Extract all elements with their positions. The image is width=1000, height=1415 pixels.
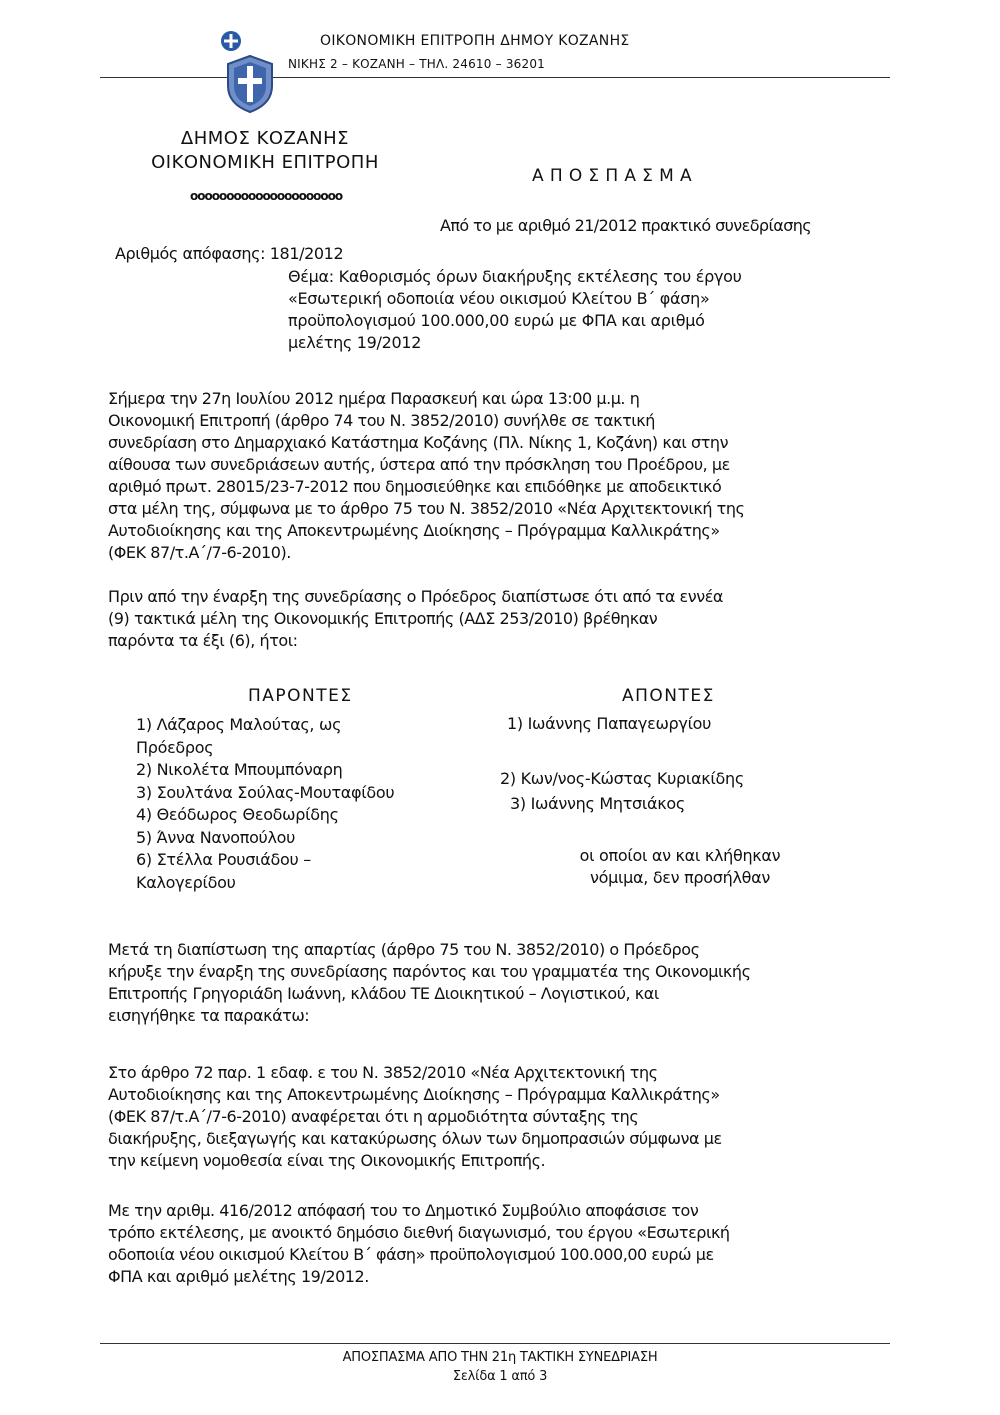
paragraph-line: Οικονομική Επιτροπή (άρθρο 74 του Ν. 3852/2010) συνήλθε σε τακτική [108,411,655,430]
municipality-name: ΔΗΜΟΣ ΚΟΖΑΝΗΣ [180,128,350,149]
quorum-paragraph [108,586,908,652]
minutes-reference: Από το με αριθμό 21/2012 πρακτικό συνεδρίασης [440,216,812,235]
paragraph-line: παρόντα τα έξι (6), ήτοι: [108,631,298,650]
present-heading: ΠΑΡΟΝΤΕΣ [248,686,353,706]
subject-block [288,266,903,354]
absent-member: 3) Ιωάννης Μητσιάκος [510,794,685,813]
committee-name: ΟΙΚΟΝΟΜΙΚΗ ΕΠΙΤΡΟΠΗ [151,152,379,173]
absent-heading: ΑΠΟΝΤΕΣ [622,686,715,706]
paragraph-line: συνεδρίαση στο Δημαρχιακό Κατάστημα Κοζάνης (Πλ. Νίκης 1, Κοζάνη) και στην [108,433,729,452]
paragraph-line: αίθουσα των συνεδριάσεων αυτής, ύστερα από την πρόσκληση του Προέδρου, με [108,455,730,474]
present-member: 1) Λάζαρος Μαλούτας, ως [136,715,342,734]
paragraph-line: οδοποιία νέου οικισμού Κλείτου Β΄ φάση» προϋπολογισμού 100.000,00 ευρώ με [108,1245,714,1264]
paragraph-line: τρόπο εκτέλεσης, με ανοικτό δημόσιο διεθνή διαγωνισμό, του έργου «Εσωτερική [108,1223,730,1242]
paragraph-line: Σήμερα την 27η Ιουλίου 2012 ημέρα Παρασκευή και ώρα 13:00 μ.μ. η [108,389,640,408]
opening-paragraph [108,939,908,1027]
present-member: 4) Θεόδωρος Θεοδωρίδης [136,805,339,824]
present-member: 3) Σουλτάνα Σούλας-Μουταφίδου [136,782,395,802]
document-title: Α Π Ο Σ Π Α Σ Μ Α [532,166,693,186]
paragraph-line: (9) τακτικά μέλη της Οικονομικής Επιτροπής (ΑΔΣ 253/2010) βρέθηκαν [108,609,658,628]
council-decision-paragraph [108,1200,908,1288]
header-divider [100,77,890,78]
subject-line: «Εσωτερική οδοποιία νέου οικισμού Κλείτου Β΄ φάση» [288,289,710,308]
footer-title: ΑΠΟΣΠΑΣΜΑ ΑΠΟ ΤΗΝ 21η ΤΑΚΤΙΚΗ ΣΥΝΕΔΡΙΑΣΗ [342,1350,658,1365]
paragraph-line: ΦΠΑ και αριθμό μελέτης 19/2012. [108,1267,369,1286]
present-member: 2) Νικολέτα Μπουμπόναρη [136,760,343,779]
paragraph-line: Επιτροπής Γρηγοριάδη Ιωάννη, κλάδου ΤΕ Διοικητικού – Λογιστικού, και [108,984,659,1003]
legal-basis-paragraph [108,1062,908,1172]
paragraph-line: αριθμό πρωτ. 28015/23-7-2012 που δημοσιεύθηκε και επιδόθηκε με αποδεικτικό [108,477,722,496]
absent-member: 1) Ιωάννης Παπαγεωργίου [507,714,712,733]
subject-line: μελέτης 19/2012 [288,333,422,352]
paragraph-line: (ΦΕΚ 87/τ.Α΄/7-6-2010). [108,543,291,562]
paragraph-line: κήρυξε την έναρξη της συνεδρίασης παρόντος και του γραμματέα της Οικονομικής [108,962,751,981]
subject-line: προϋπολογισμού 100.000,00 ευρώ με ΦΠΑ και αριθμό [288,311,705,330]
paragraph-line: εισηγήθηκε τα παρακάτω: [108,1006,310,1025]
present-member: Καλογερίδου [136,872,236,892]
paragraph-line: Μετά τη διαπίστωση της απαρτίας (άρθρο 75 του Ν. 3852/2010) ο Πρόεδρος [108,940,700,959]
municipality-block [110,127,420,175]
subject-line: Θέμα: Καθορισμός όρων διακήρυξης εκτέλεσης του έργου [288,267,742,286]
header-address: ΝΙΚΗΣ 2 – ΚΟΖΑΝΗ – ΤΗΛ. 24610 – 36201 [288,57,546,71]
intro-paragraph [108,388,908,564]
footer-divider [100,1343,890,1344]
paragraph-line: Πριν από την έναρξη της συνεδρίασης ο Πρόεδρος διαπίστωσε ότι από τα εννέα [108,587,724,606]
header-title: ΟΙΚΟΝΟΜΙΚΗ ΕΠΙΤΡΟΠΗ ΔΗΜΟΥ ΚΟΖΑΝΗΣ [320,33,630,49]
paragraph-line: Με την αριθμ. 416/2012 απόφασή του το Δημοτικό Συμβούλιο αποφάσισε τον [108,1201,699,1220]
present-list [136,714,506,894]
present-member: Πρόεδρος [136,737,214,757]
paragraph-line: στα μέλη της, σύμφωνα με το άρθρο 75 του Ν. 3852/2010 «Νέα Αρχιτεκτονική της [108,499,745,518]
paragraph-line: Αυτοδιοίκησης και της Αποκεντρωμένης Διοίκησης – Πρόγραμμα Καλλικράτης» [108,1085,720,1104]
paragraph-line: Στο άρθρο 72 παρ. 1 εδαφ. ε του Ν. 3852/2010 «Νέα Αρχιτεκτονική της [108,1063,658,1082]
paragraph-line: (ΦΕΚ 87/τ.Α΄/7-6-2010) αναφέρεται ότι η αρμοδιότητα σύνταξης της [108,1107,639,1126]
paragraph-line: την κείμενη νομοθεσία είναι της Οικονομικής Επιτροπής. [108,1151,546,1170]
absent-note-line: νόμιμα, δεν προσήλθαν [590,868,770,887]
decorative-dots: ooooooooooooooooooooo [190,189,343,203]
decision-number: Αριθμός απόφασης: 181/2012 [115,244,344,263]
absent-note-line: οι οποίοι αν και κλήθηκαν [579,846,781,865]
present-member: 5) Άννα Νανοπούλου [136,827,296,847]
paragraph-line: Αυτοδιοίκησης και της Αποκεντρωμένης Διοίκησης – Πρόγραμμα Καλλικράτης» [108,521,720,540]
absent-note [550,845,810,889]
coat-of-arms-small-icon [220,30,242,52]
paragraph-line: διακήρυξης, διεξαγωγής και κατακύρωσης όλων των δημοπρασιών σύμφωνα με [108,1129,722,1148]
page-number: Σελίδα 1 από 3 [452,1369,548,1384]
present-member: 6) Στέλλα Ρουσιάδου – [136,850,311,869]
greek-emblem-icon [220,52,280,116]
absent-member: 2) Κων/νος-Κώστας Κυριακίδης [500,769,744,788]
